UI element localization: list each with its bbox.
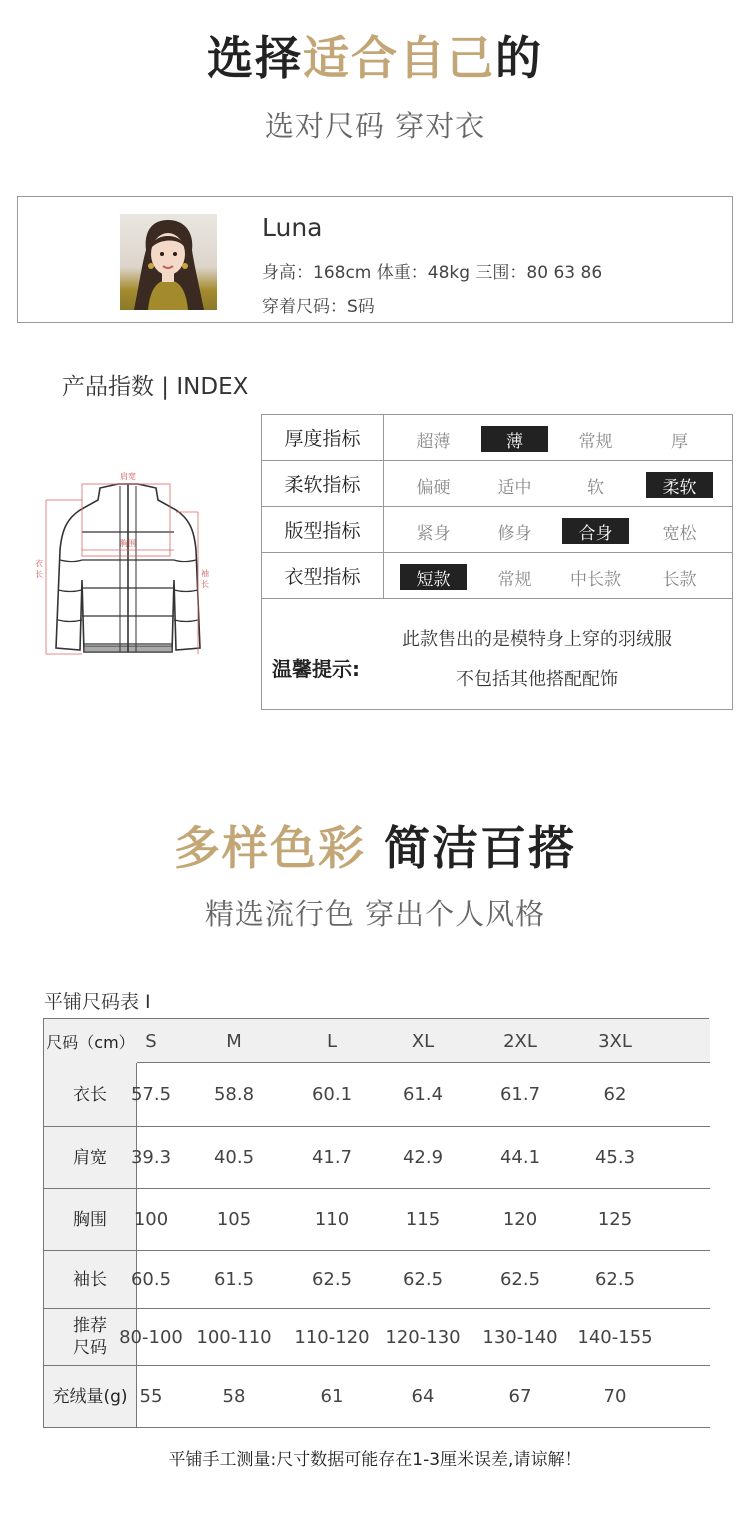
index-row-label: 柔软指标	[262, 461, 384, 506]
index-option: 适中	[497, 477, 532, 498]
index-option: 中长款	[570, 569, 621, 590]
size-cell: 125	[597, 1209, 633, 1230]
size-cell: 110	[314, 1209, 350, 1230]
size-cell: 62.5	[499, 1269, 541, 1290]
size-table-row	[44, 1366, 710, 1428]
size-table	[43, 1018, 709, 1428]
size-cell: 105	[216, 1209, 252, 1230]
section-subtitle-colors: 精选流行色 穿出个人风格	[204, 897, 546, 931]
size-cell: 70	[603, 1386, 627, 1407]
size-footnote: 平铺手工测量:尺寸数据可能存在1-3厘米误差,请谅解！	[168, 1450, 582, 1470]
model-photo	[120, 214, 217, 310]
size-cell: 67	[508, 1386, 532, 1407]
size-cell: 58.8	[213, 1084, 255, 1105]
index-option-selected: 柔软	[646, 472, 713, 498]
size-row-label: 袖长	[44, 1251, 137, 1308]
size-cell: 60.1	[311, 1084, 353, 1105]
size-cell: 62.5	[311, 1269, 353, 1290]
size-cell: 120-130	[385, 1326, 461, 1348]
size-table-header	[44, 1019, 710, 1063]
size-cell: 61.7	[499, 1084, 541, 1105]
size-head-label: 尺码（cm）	[44, 1019, 137, 1063]
index-row-fit	[262, 507, 732, 553]
index-option-selected: 合身	[562, 518, 629, 544]
size-row-label: 肩宽	[44, 1127, 137, 1188]
size-cell: 45.3	[594, 1147, 636, 1168]
index-option: 紧身	[416, 523, 451, 544]
index-row-label: 衣型指标	[262, 553, 384, 598]
size-table-row	[44, 1309, 710, 1366]
size-cell: 100-110	[196, 1326, 272, 1348]
model-size-worn: 穿着尺码：S码	[262, 297, 375, 317]
size-row-label: 胸围	[44, 1189, 137, 1250]
index-option: 常规	[578, 431, 613, 452]
size-head-cell: 3XL	[598, 1030, 632, 1052]
title-part: 选择	[207, 31, 303, 85]
model-card	[17, 196, 733, 323]
size-cell: 110-120	[294, 1326, 370, 1348]
size-cell: 140-155	[577, 1326, 653, 1348]
index-option: 偏硬	[416, 477, 451, 498]
index-option-selected: 薄	[481, 426, 548, 452]
size-row-label: 充绒量(g)	[44, 1366, 137, 1427]
size-cell: 62	[603, 1084, 627, 1105]
tip-label: 温馨提示:	[272, 657, 360, 681]
jacket-diagram	[35, 470, 218, 660]
index-option: 常规	[497, 569, 532, 590]
size-cell: 62.5	[402, 1269, 444, 1290]
size-cell: 60.5	[130, 1269, 172, 1290]
size-cell: 130-140	[482, 1326, 558, 1348]
index-row-label: 版型指标	[262, 507, 384, 552]
size-cell: 61.5	[213, 1269, 255, 1290]
size-head-cell: XL	[411, 1030, 435, 1052]
index-option: 宽松	[662, 523, 697, 544]
size-cell: 41.7	[311, 1147, 353, 1168]
section-title-colors	[0, 812, 750, 878]
title-part: 的	[495, 31, 543, 85]
model-name: Luna	[262, 213, 323, 242]
title-part-highlight: 适合自己	[303, 31, 495, 85]
section-subtitle-fit: 选对尺码 穿对衣	[264, 109, 486, 143]
chest-label: 胸围	[120, 539, 136, 548]
size-cell: 61	[320, 1386, 344, 1407]
index-row-label: 厚度指标	[262, 415, 384, 460]
index-option: 长款	[662, 569, 697, 590]
tip-line: 此款售出的是模特身上穿的羽绒服	[402, 629, 672, 650]
size-head-cell: L	[326, 1030, 338, 1052]
length-label: 衣长	[35, 559, 43, 579]
size-cell: 57.5	[130, 1084, 172, 1105]
size-cell: 40.5	[213, 1147, 255, 1168]
tip-line: 不包括其他搭配配饰	[456, 669, 618, 690]
title-part-highlight: 多样色彩	[173, 821, 366, 875]
size-cell: 42.9	[402, 1147, 444, 1168]
size-table-row	[44, 1189, 710, 1251]
size-cell: 64	[411, 1386, 435, 1407]
size-cell: 55	[139, 1386, 163, 1407]
index-option: 厚	[671, 431, 688, 452]
size-cell: 80-100	[119, 1326, 183, 1348]
size-head-cell: S	[145, 1030, 157, 1052]
index-option: 软	[587, 477, 604, 498]
size-table-row	[44, 1063, 710, 1127]
size-table-row	[44, 1251, 710, 1309]
size-cell: 62.5	[594, 1269, 636, 1290]
size-row-label: 推荐 尺码	[44, 1309, 137, 1365]
size-cell: 120	[502, 1209, 538, 1230]
size-cell: 39.3	[130, 1147, 172, 1168]
index-row-length	[262, 553, 732, 599]
index-option: 修身	[497, 523, 532, 544]
size-row-label: 衣长	[44, 1063, 137, 1126]
size-cell: 61.4	[402, 1084, 444, 1105]
section-title-fit	[0, 22, 750, 88]
model-stats: 身高：168cm 体重：48kg 三围：80 63 86	[262, 263, 603, 283]
size-cell: 100	[133, 1209, 169, 1230]
product-index-table	[261, 414, 733, 710]
size-table-row	[44, 1127, 710, 1189]
size-table-title: 平铺尺码表 I	[44, 991, 151, 1013]
shoulder-label: 肩宽	[120, 472, 136, 481]
index-row-thickness	[262, 415, 732, 461]
sleeve-label: 袖长	[201, 569, 209, 589]
index-option: 超薄	[416, 431, 451, 452]
title-part: 简洁百搭	[384, 821, 576, 875]
size-head-cell: 2XL	[503, 1030, 537, 1052]
size-head-cell: M	[226, 1030, 242, 1052]
index-title: 产品指数 | INDEX	[62, 374, 249, 400]
size-cell: 115	[405, 1209, 441, 1230]
size-cell: 44.1	[499, 1147, 541, 1168]
index-row-softness	[262, 461, 732, 507]
size-cell: 58	[222, 1386, 246, 1407]
index-option-selected: 短款	[400, 564, 467, 590]
